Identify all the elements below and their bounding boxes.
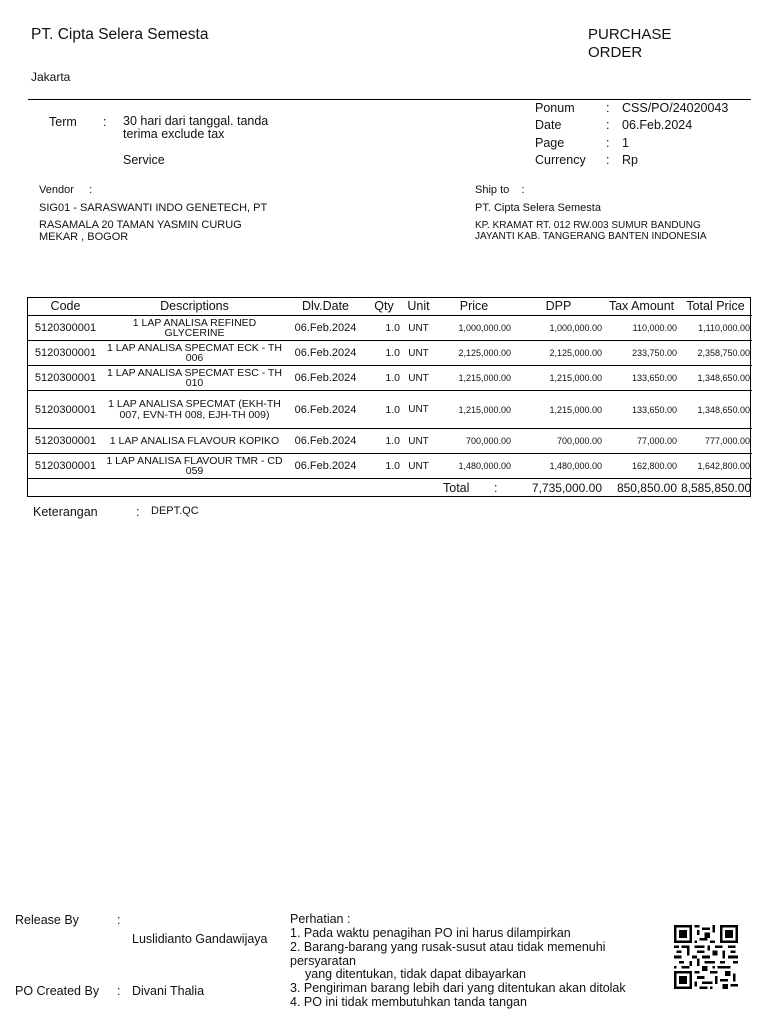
total-dpp: 7,735,000.00 [513, 479, 604, 498]
cell-date: 06.Feb.2024 [285, 391, 366, 429]
col-code: Code [27, 297, 104, 316]
ponum-colon: : [606, 101, 610, 115]
currency-value: Rp [622, 153, 638, 167]
cell-code: 5120300001 [27, 341, 104, 366]
table-header-row [27, 297, 752, 316]
note-3: 3. Pengiriman barang lebih dari yang ditentukan akan ditolak [290, 981, 626, 995]
cell-code: 5120300001 [27, 429, 104, 454]
cell-desc: 1 LAP ANALISA SPECMAT (EKH-TH 007, EVN-TH 008, EJH-TH 009) [104, 391, 285, 429]
date-colon: : [606, 118, 610, 132]
created-by-colon: : [117, 984, 121, 998]
col-descriptions: Descriptions [104, 297, 285, 316]
cell-date: 06.Feb.2024 [285, 454, 366, 479]
col-price: Price [435, 297, 513, 316]
cell-dpp: 1,480,000.00 [513, 454, 604, 479]
total-price: 8,585,850.00 [679, 479, 752, 498]
table-row [27, 429, 752, 454]
page-colon: : [606, 136, 610, 150]
table-row [27, 366, 752, 391]
table-row [27, 391, 752, 429]
cell-qty: 1.0 [366, 341, 402, 366]
cell-code: 5120300001 [27, 391, 104, 429]
total-tax: 850,850.00 [604, 479, 679, 498]
vendor-name: SIG01 - SARASWANTI INDO GENETECH, PT [39, 202, 268, 214]
header-divider [28, 99, 751, 100]
company-city: Jakarta [31, 70, 71, 84]
remarks-value: DEPT.QC [151, 505, 199, 517]
cell-qty: 1.0 [366, 454, 402, 479]
document-title: PURCHASE ORDER [588, 26, 672, 61]
term-colon: : [103, 115, 107, 129]
total-row [27, 479, 752, 498]
cell-dpp: 1,215,000.00 [513, 366, 604, 391]
col-tax-amount: Tax Amount [604, 297, 679, 316]
ponum-label: Ponum [535, 101, 575, 115]
col-dlv-date: Dlv.Date [285, 297, 366, 316]
created-by-name: Divani Thalia [132, 984, 205, 998]
ship-to-address: KP. KRAMAT RT. 012 RW.003 SUMUR BANDUNG JAYANTI KAB. TANGERANG BANTEN INDONESIA [475, 220, 707, 242]
release-by-name: Luslidianto Gandawijaya [132, 932, 268, 946]
cell-total: 1,348,650.00 [679, 391, 752, 429]
col-qty: Qty [366, 297, 402, 316]
created-by-label: PO Created By [15, 984, 100, 998]
currency-colon: : [606, 153, 610, 167]
cell-tax: 233,750.00 [604, 341, 679, 366]
cell-tax: 162,800.00 [604, 454, 679, 479]
vendor-address: RASAMALA 20 TAMAN YASMIN CURUG MEKAR , BOGOR [39, 219, 242, 243]
col-dpp: DPP [513, 297, 604, 316]
cell-price: 1,215,000.00 [435, 391, 513, 429]
table-row [27, 341, 752, 366]
cell-dpp: 700,000.00 [513, 429, 604, 454]
note-4: 4. PO ini tidak membutuhkan tanda tangan [290, 995, 527, 1009]
term-value: 30 hari dari tanggal. tanda terima exclude tax [123, 114, 269, 141]
cell-dpp: 2,125,000.00 [513, 341, 604, 366]
ship-to-label: Ship to : [475, 184, 525, 196]
cell-desc: 1 LAP ANALISA FLAVOUR KOPIKO [104, 429, 285, 454]
currency-label: Currency [535, 153, 586, 167]
remarks-label: Keterangan [33, 505, 98, 519]
total-colon: : [494, 481, 498, 495]
vendor-label: Vendor : [39, 184, 93, 196]
release-by-colon: : [117, 913, 121, 927]
col-total-price: Total Price [679, 297, 752, 316]
release-by-label: Release By [15, 913, 79, 927]
cell-total: 2,358,750.00 [679, 341, 752, 366]
cell-unit: UNT [402, 366, 435, 391]
cell-unit: UNT [402, 429, 435, 454]
cell-tax: 133,650.00 [604, 391, 679, 429]
page-value: 1 [622, 136, 629, 150]
cell-price: 1,000,000.00 [435, 316, 513, 341]
total-label: Total [443, 481, 470, 495]
cell-desc: 1 LAP ANALISA FLAVOUR TMR - CD 059 [104, 454, 285, 479]
ship-to-name: PT. Cipta Selera Semesta [475, 202, 601, 214]
qr-code-icon [672, 925, 740, 989]
page-label: Page [535, 136, 565, 150]
cell-price: 700,000.00 [435, 429, 513, 454]
cell-price: 2,125,000.00 [435, 341, 513, 366]
cell-dpp: 1,000,000.00 [513, 316, 604, 341]
cell-code: 5120300001 [27, 454, 104, 479]
cell-date: 06.Feb.2024 [285, 341, 366, 366]
company-name: PT. Cipta Selera Semesta [31, 26, 209, 43]
date-label: Date [535, 118, 562, 132]
cell-desc: 1 LAP ANALISA REFINED GLYCERINE [104, 316, 285, 341]
cell-desc: 1 LAP ANALISA SPECMAT ESC - TH 010 [104, 366, 285, 391]
ponum-value: CSS/PO/24020043 [622, 101, 729, 115]
cell-code: 5120300001 [27, 366, 104, 391]
term-label: Term [49, 115, 77, 129]
cell-qty: 1.0 [366, 429, 402, 454]
cell-tax: 133,650.00 [604, 366, 679, 391]
note-2: 2. Barang-barang yang rusak-susut atau tidak memenuhi persyaratan [290, 940, 606, 968]
cell-date: 06.Feb.2024 [285, 366, 366, 391]
cell-total: 1,110,000.00 [679, 316, 752, 341]
cell-qty: 1.0 [366, 316, 402, 341]
note-1: 1. Pada waktu penagihan PO ini harus dilampirkan [290, 926, 571, 940]
col-unit: Unit [402, 297, 435, 316]
cell-price: 1,215,000.00 [435, 366, 513, 391]
service-label: Service [123, 153, 165, 167]
po-items-table [27, 297, 752, 497]
cell-date: 06.Feb.2024 [285, 316, 366, 341]
cell-unit: UNT [402, 391, 435, 429]
cell-unit: UNT [402, 341, 435, 366]
cell-total: 1,348,650.00 [679, 366, 752, 391]
table-row [27, 454, 752, 479]
notes-title: Perhatian : [290, 912, 351, 926]
note-2b: yang ditentukan, tidak dapat dibayarkan [305, 967, 526, 981]
cell-price: 1,480,000.00 [435, 454, 513, 479]
total-label-cell [435, 479, 513, 498]
date-value: 06.Feb.2024 [622, 118, 693, 132]
cell-unit: UNT [402, 454, 435, 479]
cell-tax: 110,000.00 [604, 316, 679, 341]
cell-total: 777,000.00 [679, 429, 752, 454]
cell-date: 06.Feb.2024 [285, 429, 366, 454]
table-row [27, 316, 752, 341]
cell-total: 1,642,800.00 [679, 454, 752, 479]
cell-desc: 1 LAP ANALISA SPECMAT ECK - TH 006 [104, 341, 285, 366]
cell-qty: 1.0 [366, 391, 402, 429]
cell-unit: UNT [402, 316, 435, 341]
cell-code: 5120300001 [27, 316, 104, 341]
cell-qty: 1.0 [366, 366, 402, 391]
cell-dpp: 1,215,000.00 [513, 391, 604, 429]
remarks-colon: : [136, 505, 140, 519]
cell-tax: 77,000.00 [604, 429, 679, 454]
